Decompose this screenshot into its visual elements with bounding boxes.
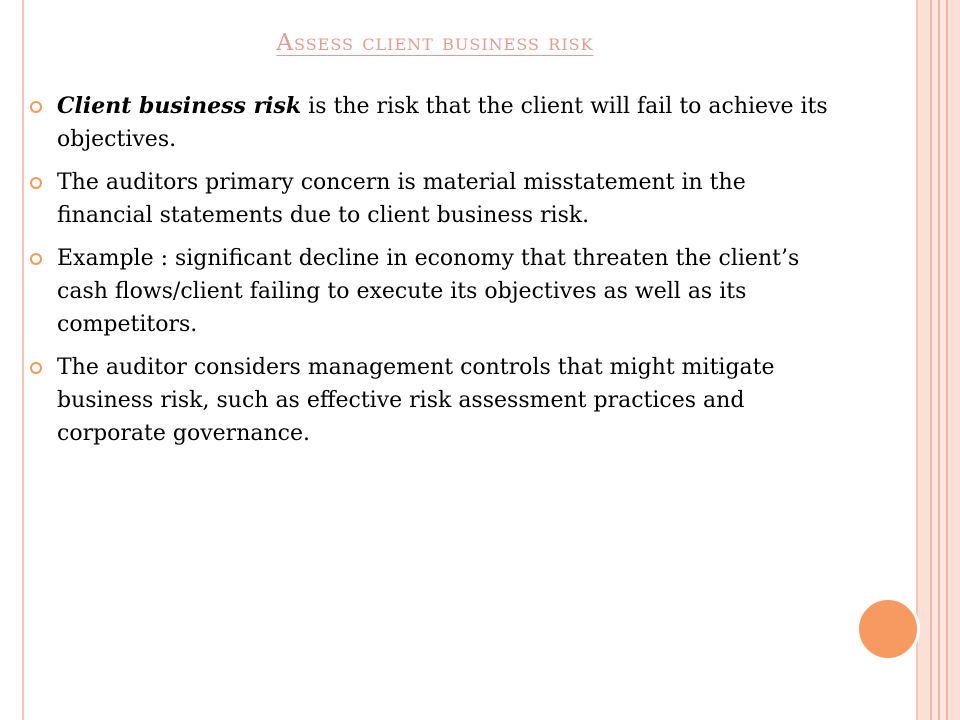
decorative-stripe [948,0,960,720]
bullet-text: Example : significant decline in economy that threaten the client’s cash flows/client failing to execute its objectives as well as its competitors. [57,246,800,337]
bullet-lead-term: Client business risk [57,93,302,119]
bullet-item [30,90,830,156]
bullet-ring-icon [30,362,42,374]
bullet-item [30,166,830,232]
slide-title: Assess client business risk [276,30,594,56]
bullet-item [30,242,830,341]
bullet-item [30,351,830,450]
decorative-stripe [918,0,930,720]
bullet-text: is the risk that the client will fail to achieve its objectives. [57,94,828,152]
bullet-text: The auditor considers management controls that might mitigate business risk, such as effective risk assessment practices and corporate governance. [57,355,775,446]
bullet-ring-icon [30,177,42,189]
accent-circle-icon [856,597,920,661]
bullet-ring-icon [30,253,42,265]
bullet-text: The auditors primary concern is material misstatement in the financial statements due to client business risk. [57,170,746,228]
bullet-ring-icon [30,101,42,113]
bullet-list [30,90,830,460]
